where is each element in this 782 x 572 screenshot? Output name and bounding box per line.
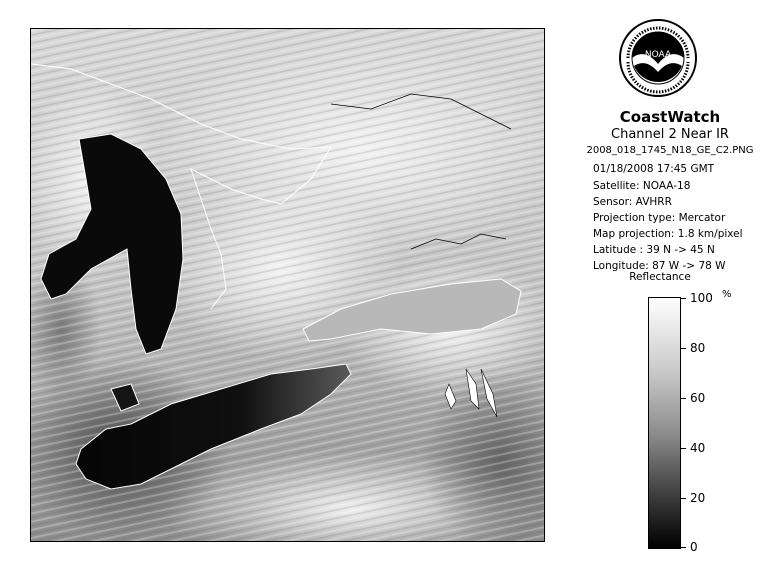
file-name: 2008_018_1745_N18_GE_C2.PNG: [586, 145, 754, 156]
colorbar-tick: [681, 348, 686, 349]
colorbar-tick-label: 20: [690, 491, 706, 505]
agency-title: CoastWatch: [619, 108, 721, 126]
projection-type: Projection type: Mercator: [593, 212, 726, 224]
colorbar-unit: %: [722, 289, 732, 300]
longitude-range: Longitude: 87 W -> 78 W: [593, 260, 726, 272]
colorbar-tick: [681, 298, 686, 299]
colorbar-tick: [681, 398, 686, 399]
map-projection: Map projection: 1.8 km/pixel: [593, 228, 743, 240]
noaa-logo-icon: [618, 18, 698, 98]
channel-name: Channel 2 Near IR: [611, 127, 729, 142]
colorbar-tick-label: 0: [690, 540, 698, 554]
logo-text: NOAA: [644, 50, 672, 60]
colorbar-label: Reflectance: [629, 271, 691, 283]
satellite-image-svg: [31, 29, 545, 542]
satellite-name: Satellite: NOAA-18: [593, 180, 691, 192]
colorbar-tick: [681, 448, 686, 449]
satellite-image: [30, 28, 545, 542]
latitude-range: Latitude : 39 N -> 45 N: [593, 244, 715, 256]
colorbar: [648, 297, 681, 549]
sensor-name: Sensor: AVHRR: [593, 196, 672, 208]
date-time: 01/18/2008 17:45 GMT: [593, 163, 715, 175]
colorbar-tick: [681, 498, 686, 499]
colorbar-tick: [681, 547, 686, 548]
colorbar-tick-label: 100: [690, 291, 713, 305]
colorbar-tick-label: 80: [690, 341, 706, 355]
colorbar-tick-label: 40: [690, 441, 706, 455]
colorbar-tick-label: 60: [690, 391, 706, 405]
